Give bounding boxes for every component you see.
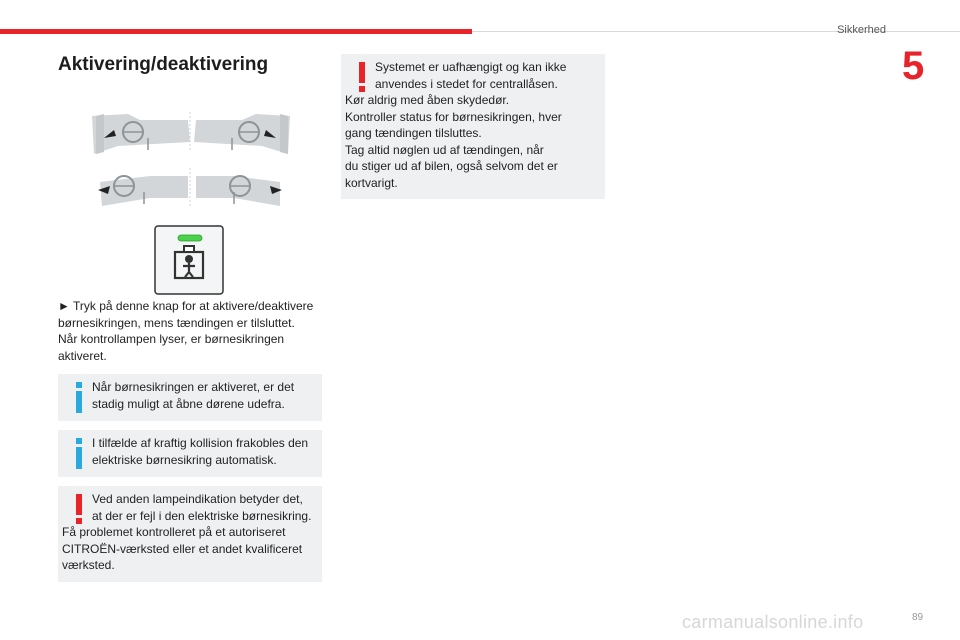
info-icon xyxy=(72,438,86,470)
warning-line: at der er fejl i den elektriske børnesikring. xyxy=(92,508,312,523)
text-line: Når kontrollampen lyser, er børnesikringen xyxy=(58,332,285,346)
text-line: ► Tryk på denne knap for at aktivere/deaktivere xyxy=(58,299,314,313)
info-line: stadig muligt at åbne dørene udefra. xyxy=(92,396,285,411)
door-lock-illustration xyxy=(58,80,322,298)
info-box-collision xyxy=(58,430,322,477)
warning-line: kortvarigt. xyxy=(345,175,398,190)
info-line: Når børnesikringen er aktiveret, er det xyxy=(92,380,295,394)
left-column xyxy=(58,54,322,582)
warning-box-fault xyxy=(58,486,322,582)
warning-line: Tag altid nøglen ud af tændingen, når xyxy=(345,142,544,157)
info-line: elektriske børnesikring automatisk. xyxy=(92,452,277,467)
text-line: børnesikringen, mens tændingen er tilsluttet. xyxy=(58,315,295,330)
warning-line: Få problemet kontrolleret på et autoriseret xyxy=(62,525,286,539)
page-number: 89 xyxy=(912,612,924,623)
warning-line: CITROËN-værksted eller et andet kvalificeret xyxy=(62,541,303,556)
warning-box-system xyxy=(341,54,605,199)
page-title: Aktivering/deaktivering xyxy=(58,54,269,75)
chapter-number: 5 xyxy=(902,44,925,88)
warning-line: Kontroller status for børnesikringen, hver xyxy=(345,109,562,124)
warning-line: Kør aldrig med åben skydedør. xyxy=(345,93,510,107)
info-box-outside-opening xyxy=(58,374,322,421)
warning-icon xyxy=(72,494,86,526)
info-line: I tilfælde af kraftig kollision frakobles den xyxy=(92,436,309,450)
warning-line: du stiger ud af bilen, også selvom det er xyxy=(345,159,558,173)
warning-line: gang tændingen tilsluttes. xyxy=(345,126,482,140)
text-line: aktiveret. xyxy=(58,348,107,363)
header-divider xyxy=(472,31,960,32)
watermark: carmanualsonline.info xyxy=(682,612,864,632)
instruction-text xyxy=(58,298,322,364)
header-accent-bar xyxy=(0,29,472,34)
warning-line: anvendes i stedet for centrallåsen. xyxy=(375,76,558,91)
right-column xyxy=(341,54,605,199)
warning-line: Systemet er uafhængigt og kan ikke xyxy=(375,60,567,74)
section-title: Sikkerhed xyxy=(837,24,886,36)
warning-icon xyxy=(355,62,369,94)
car-doors-diagram xyxy=(58,80,322,298)
warning-line: Ved anden lampeindikation betyder det, xyxy=(92,492,303,506)
info-icon xyxy=(72,382,86,414)
warning-line: værksted. xyxy=(62,558,115,572)
